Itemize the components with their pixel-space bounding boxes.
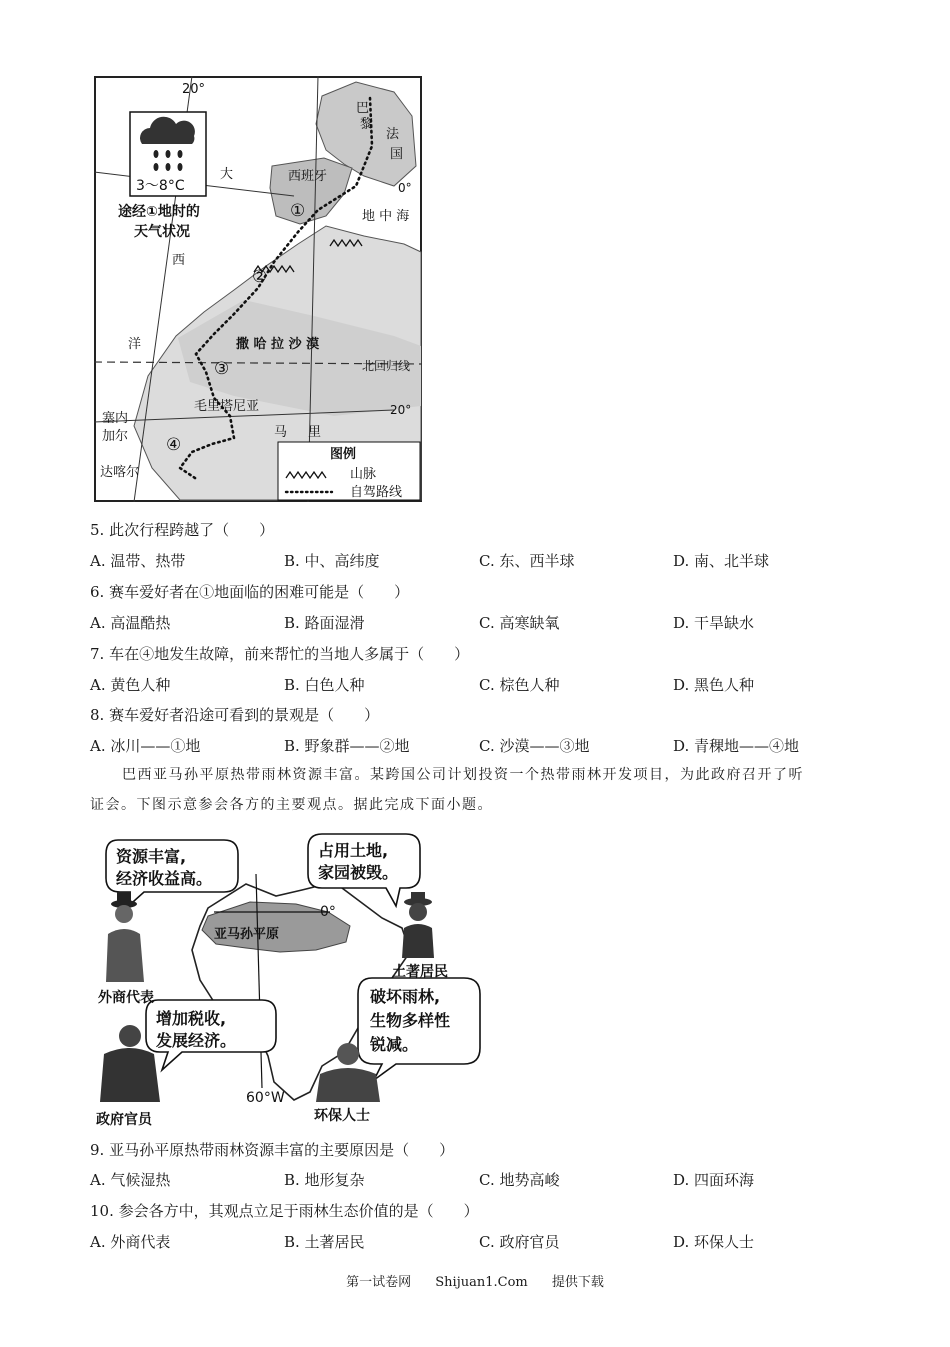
label-local: 土著居民 <box>392 964 448 980</box>
weather-caption-line2: 天气状况 <box>134 224 190 240</box>
q8-stem: 8. 赛车爱好者沿途可看到的景观是（ ） <box>90 706 380 724</box>
bubble-env-line2: 生物多样性 <box>370 1011 451 1030</box>
point-2: ② <box>252 267 268 287</box>
q8-option-d: D. 青稞地——④地 <box>673 737 800 755</box>
label-atlantic-2: 西 <box>172 253 186 268</box>
footer-site: 第一试卷网 <box>346 1275 412 1290</box>
q5-option-d: D. 南、北半球 <box>673 552 770 570</box>
q10-option-a: A. 外商代表 <box>90 1233 171 1251</box>
label-med: 地 中 海 <box>362 209 410 224</box>
q5-option-c: C. 东、西半球 <box>479 552 575 570</box>
q5-option-a: A. 温带、热带 <box>90 552 186 570</box>
label-amazon: 亚马孙平原 <box>214 927 280 942</box>
bubble-gov-line1: 增加税收, <box>156 1009 227 1028</box>
bubble-env-line1: 破坏雨林, <box>370 987 441 1006</box>
legend-route: 自驾路线 <box>350 485 403 500</box>
q9-option-d: D. 四面环海 <box>673 1171 755 1189</box>
q5-option-b: B. 中、高纬度 <box>284 552 380 570</box>
label-spain: 西班牙 <box>288 169 328 184</box>
label-tropic: 北回归线 <box>362 359 411 373</box>
bubble-local-line1: 占用土地, <box>318 841 389 860</box>
label-lat20: 20° <box>390 403 412 417</box>
q10-option-b: B. 土著居民 <box>284 1233 365 1251</box>
q8-option-b: B. 野象群——②地 <box>284 737 410 755</box>
q6-stem: 6. 赛车爱好者在①地面临的困难可能是（ ） <box>90 583 410 601</box>
legend-title: 图例 <box>330 447 357 462</box>
label-60w: 60°W <box>246 1090 285 1106</box>
label-foreign: 外商代表 <box>98 990 154 1006</box>
local-resident-figure-icon <box>402 892 434 958</box>
label-mali-2: 里 <box>308 425 322 440</box>
q9-stem: 9. 亚马孙平原热带雨林资源丰富的主要原因是（ ） <box>90 1141 455 1159</box>
legend-mountain: 山脉 <box>350 467 377 482</box>
label-senegal-1: 塞内 <box>102 411 129 426</box>
q10-option-c: C. 政府官员 <box>479 1233 560 1251</box>
passage-line-2: 证会。下图示意参会各方的主要观点。据此完成下面小题。 <box>90 797 493 813</box>
q6-option-c: C. 高寒缺氧 <box>479 614 560 632</box>
route-map-figure <box>94 76 422 502</box>
footer-url: Shijuan1.Com <box>435 1275 528 1290</box>
label-paris-1: 巴 <box>356 101 370 116</box>
label-env: 环保人士 <box>314 1108 370 1124</box>
label-equator: 0° <box>320 904 336 920</box>
q5-stem: 5. 此次行程跨越了（ ） <box>90 521 275 539</box>
label-lat20-top: 20° <box>182 82 206 97</box>
label-france-2: 国 <box>390 147 404 162</box>
amazon-hearing-figure <box>96 830 491 1130</box>
q10-stem: 10. 参会各方中，其观点立足于雨林生态价值的是（ ） <box>90 1202 479 1220</box>
label-mauritania: 毛里塔尼亚 <box>194 399 260 414</box>
q9-option-a: A. 气候湿热 <box>90 1171 171 1189</box>
q6-option-d: D. 干旱缺水 <box>673 614 755 632</box>
bubble-foreign-line2: 经济收益高。 <box>116 869 213 888</box>
page-footer <box>0 1274 950 1292</box>
weather-caption-line1: 途经①地时的 <box>118 204 200 220</box>
reading-passage <box>90 760 865 820</box>
label-gov: 政府官员 <box>96 1112 152 1128</box>
label-atlantic-3: 洋 <box>128 337 142 352</box>
label-france-1: 法 <box>386 127 400 142</box>
label-paris-2: 黎 <box>360 117 374 132</box>
q6-option-b: B. 路面湿滑 <box>284 614 365 632</box>
q7-option-c: C. 棕色人种 <box>479 676 560 694</box>
bubble-foreign-line1: 资源丰富, <box>116 847 187 866</box>
footer-note: 提供下载 <box>551 1275 604 1290</box>
label-lon0: 0° <box>398 181 412 195</box>
label-sahara: 撒 哈 拉 沙 漠 <box>236 337 320 352</box>
q9-option-b: B. 地形复杂 <box>284 1171 365 1189</box>
label-atlantic-1: 大 <box>220 167 234 182</box>
label-mali-1: 马 <box>274 425 288 440</box>
bubble-local-line2: 家园被毁。 <box>318 863 399 882</box>
point-3: ③ <box>214 359 230 379</box>
point-4: ④ <box>166 435 182 455</box>
q10-option-d: D. 环保人士 <box>673 1233 755 1251</box>
label-senegal-2: 加尔 <box>102 429 129 444</box>
bubble-gov-line2: 发展经济。 <box>156 1031 237 1050</box>
weather-temp: 3～8°C <box>136 178 185 194</box>
q6-option-a: A. 高温酷热 <box>90 614 171 632</box>
q7-option-d: D. 黑色人种 <box>673 676 755 694</box>
q8-option-c: C. 沙漠——③地 <box>479 737 590 755</box>
q7-option-b: B. 白色人种 <box>284 676 365 694</box>
q7-option-a: A. 黄色人种 <box>90 676 171 694</box>
passage-line-1: 巴西亚马孙平原热带雨林资源丰富。某跨国公司计划投资一个热带雨林开发项目，为此政府召开了听 <box>122 767 804 783</box>
q8-option-a: A. 冰川——①地 <box>90 737 201 755</box>
q7-stem: 7. 车在④地发生故障，前来帮忙的当地人多属于（ ） <box>90 645 470 663</box>
label-dakar: 达喀尔 <box>100 465 140 480</box>
bubble-env-line3: 锐减。 <box>370 1035 419 1054</box>
foreign-rep-figure-icon <box>106 892 144 982</box>
q9-option-c: C. 地势高峻 <box>479 1171 560 1189</box>
point-1: ① <box>290 201 306 221</box>
